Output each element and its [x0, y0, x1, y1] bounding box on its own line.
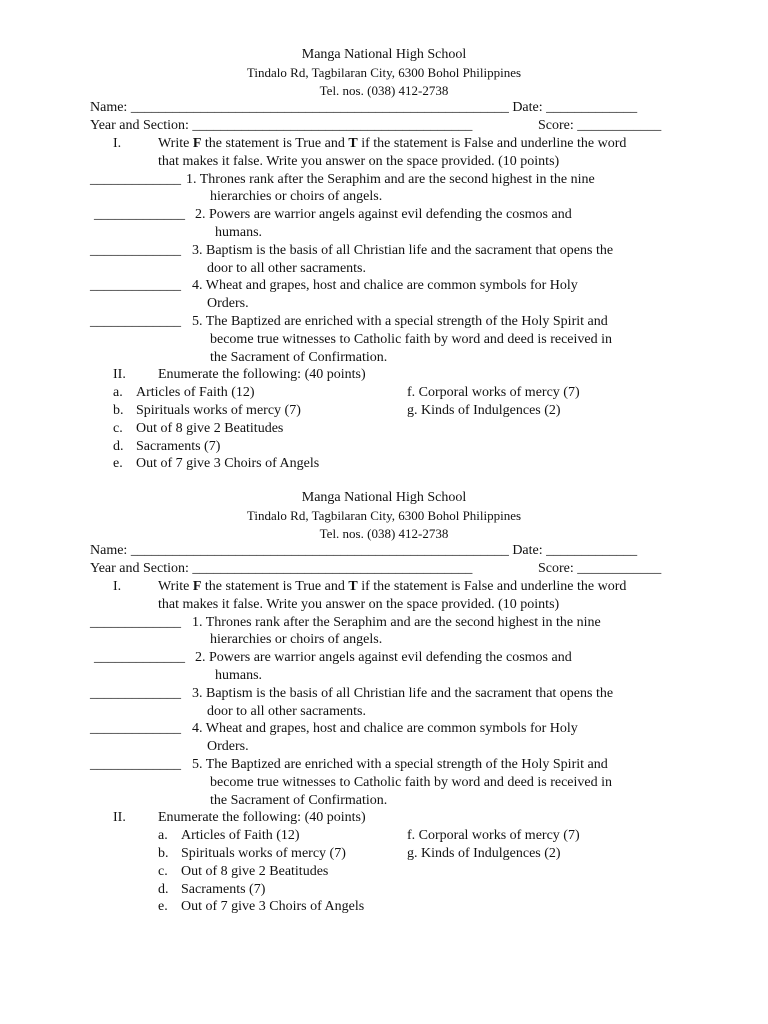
enum-item: Spirituals works of mercy (7) — [181, 845, 346, 861]
question-text: 4. Wheat and grapes, host and chalice are common symbols for Holy — [192, 721, 578, 737]
enum-item: g. Kinds of Indulgences (2) — [407, 845, 561, 861]
answer-blank: _____________ — [90, 614, 181, 630]
question-1 — [0, 614, 768, 632]
question-4 — [0, 277, 768, 295]
name-date-field: Name: ______________________________________________________ Date: _____________ — [90, 543, 638, 559]
quiz-copy-1 — [0, 46, 768, 473]
score-field: Score: ____________ — [538, 561, 662, 577]
school-name: Manga National High School — [301, 47, 467, 62]
question-4 — [0, 720, 768, 738]
enum-item: Sacraments (7) — [181, 881, 266, 897]
school-name: Manga National High School — [301, 490, 467, 505]
question-1 — [0, 171, 768, 189]
enum-row-c: c. Out of 8 give 2 Beatitudes — [113, 420, 284, 436]
enum-row-e: e. Out of 7 give 3 Choirs of Angels — [158, 899, 365, 915]
question-text-cont: become true witnesses to Catholic faith by word and deed is received in — [210, 774, 612, 790]
part1-instruction-line2: that makes it false. Write you answer on the space provided. (10 points) — [158, 153, 560, 169]
score-field: Score: ____________ — [538, 118, 662, 134]
part1-instruction-line2: that makes it false. Write you answer on the space provided. (10 points) — [158, 596, 560, 612]
question-text: 1. Thrones rank after the Seraphim and are the second highest in the nine — [186, 171, 595, 187]
question-text-cont: the Sacrament of Confirmation. — [210, 792, 388, 808]
enum-row-d: d. Sacraments (7) — [158, 881, 266, 897]
school-tel: Tel. nos. (038) 412-2738 — [319, 525, 449, 541]
part1-instruction — [0, 135, 768, 153]
question-3 — [0, 685, 768, 703]
name-date-line — [0, 99, 768, 117]
enum-row-e: e. Out of 7 give 3 Choirs of Angels — [113, 456, 320, 472]
part2-instruction — [0, 809, 768, 827]
enum-item: Sacraments (7) — [136, 438, 221, 454]
part2-instruction — [0, 366, 768, 384]
answer-blank: _____________ — [90, 685, 181, 701]
part1-numeral: I. — [113, 578, 122, 594]
enum-item: Out of 7 give 3 Choirs of Angels — [181, 899, 365, 915]
answer-blank: _____________ — [90, 242, 181, 258]
answer-blank: _____________ — [90, 171, 181, 187]
school-address: Tindalo Rd, Tagbilaran City, 6300 Bohol Philippines — [246, 64, 522, 80]
enum-item: g. Kinds of Indulgences (2) — [407, 402, 561, 418]
question-3 — [0, 242, 768, 260]
question-text: 2. Powers are warrior angels against evil defending the cosmos and — [195, 207, 572, 223]
question-text: 3. Baptism is the basis of all Christian life and the sacrament that opens the — [192, 242, 614, 258]
enum-row-a: a. Articles of Faith (12) f. Corporal works of mercy (7) — [158, 828, 580, 844]
question-text-cont: become true witnesses to Catholic faith by word and deed is received in — [210, 331, 612, 347]
enum-item: f. Corporal works of mercy (7) — [407, 385, 580, 401]
quiz-copy-2 — [0, 489, 768, 916]
answer-blank: _____________ — [94, 650, 185, 666]
question-2 — [0, 206, 768, 224]
name-date-field: Name: ______________________________________________________ Date: _____________ — [90, 100, 638, 116]
enum-row-a: a. Articles of Faith (12) f. Corporal works of mercy (7) — [113, 385, 580, 401]
enum-item: Articles of Faith (12) — [136, 385, 255, 401]
enum-item: Out of 8 give 2 Beatitudes — [181, 863, 329, 879]
part1-instruction-text: Write F the statement is True and T if the statement is False and underline the word — [158, 578, 627, 594]
question-text: 3. Baptism is the basis of all Christian life and the sacrament that opens the — [192, 685, 614, 701]
answer-blank: _____________ — [90, 721, 181, 737]
part2-numeral: II. — [113, 367, 126, 383]
enum-item: Out of 7 give 3 Choirs of Angels — [136, 456, 320, 472]
part2-instruction-text: Enumerate the following: (40 points) — [158, 810, 366, 826]
enum-item: Articles of Faith (12) — [181, 828, 300, 844]
question-text-cont: hierarchies or choirs of angels. — [210, 632, 383, 648]
answer-blank: _____________ — [94, 207, 185, 223]
year-score-line — [0, 560, 768, 578]
year-score-line — [0, 117, 768, 135]
enum-row-c: c. Out of 8 give 2 Beatitudes — [158, 863, 329, 879]
question-text: 5. The Baptized are enriched with a special strength of the Holy Spirit and — [192, 756, 608, 772]
question-text: 5. The Baptized are enriched with a special strength of the Holy Spirit and — [192, 313, 608, 329]
question-text: 2. Powers are warrior angels against evil defending the cosmos and — [195, 650, 572, 666]
answer-blank: _____________ — [90, 278, 181, 294]
answer-blank: _____________ — [90, 313, 181, 329]
school-address: Tindalo Rd, Tagbilaran City, 6300 Bohol Philippines — [246, 507, 522, 523]
question-text: 4. Wheat and grapes, host and chalice are common symbols for Holy — [192, 278, 578, 294]
question-text-cont: door to all other sacraments. — [207, 703, 367, 719]
part1-instruction-text: Write F the statement is True and T if the statement is False and underline the word — [158, 135, 627, 151]
question-5 — [0, 756, 768, 774]
enum-item: Spirituals works of mercy (7) — [136, 402, 301, 418]
question-text-cont: humans. — [215, 667, 263, 683]
part2-numeral: II. — [113, 810, 126, 826]
question-5 — [0, 313, 768, 331]
question-text: 1. Thrones rank after the Seraphim and are the second highest in the nine — [192, 614, 601, 630]
question-text-cont: door to all other sacraments. — [207, 260, 367, 276]
name-date-line — [0, 542, 768, 560]
enum-item: f. Corporal works of mercy (7) — [407, 828, 580, 844]
question-text-cont: the Sacrament of Confirmation. — [210, 349, 388, 365]
part1-instruction — [0, 578, 768, 596]
year-section-field: Year and Section: ________________________________________ — [90, 118, 473, 134]
question-text-cont: hierarchies or choirs of angels. — [210, 189, 383, 205]
question-2 — [0, 649, 768, 667]
question-text-cont: Orders. — [207, 296, 249, 312]
part2-instruction-text: Enumerate the following: (40 points) — [158, 367, 366, 383]
year-section-field: Year and Section: ________________________________________ — [90, 561, 473, 577]
question-text-cont: humans. — [215, 224, 263, 240]
answer-blank: _____________ — [90, 756, 181, 772]
enum-row-b: b. Spirituals works of mercy (7) g. Kinds of Indulgences (2) — [113, 402, 561, 418]
enum-row-b: b. Spirituals works of mercy (7) g. Kinds of Indulgences (2) — [158, 845, 561, 861]
enum-item: Out of 8 give 2 Beatitudes — [136, 420, 284, 436]
school-tel: Tel. nos. (038) 412-2738 — [319, 82, 449, 98]
question-text-cont: Orders. — [207, 739, 249, 755]
enum-row-d: d. Sacraments (7) — [113, 438, 221, 454]
part1-numeral: I. — [113, 135, 122, 151]
